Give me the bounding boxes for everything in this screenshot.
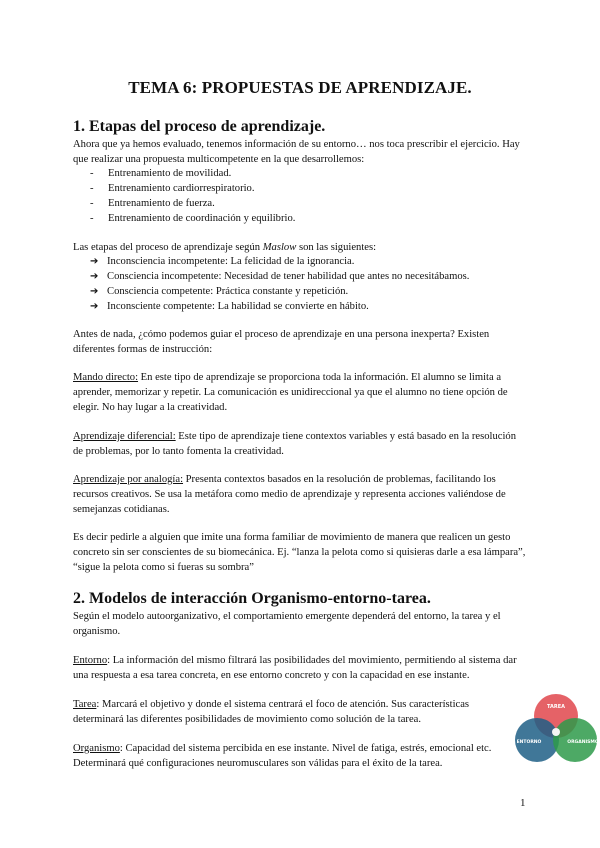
instruction-question: Antes de nada, ¿cómo podemos guiar el proceso de aprendizaje en una persona inexperta? Existen diferentes formas de instrucción:: [73, 329, 490, 355]
entorno-venn-label: ENTORNO: [516, 740, 542, 745]
list-item: ➔ Inconsciente competente: La habilidad se convierte en hábito.: [90, 301, 369, 312]
section-1-heading: 1. Etapas del proceso de aprendizaje.: [73, 118, 326, 135]
aprendizaje-diferencial-label: Aprendizaje diferencial:: [73, 431, 176, 442]
aprendizaje-analogia-paragraph: Aprendizaje por analogía: Presenta contextos basados en la resolución de problemas, facilitando los recursos creativos. Se usa la metáfora como medio de aprendizaje y representa acciones valiéndose de semejanzas cotidianas.: [73, 474, 506, 515]
maslow-name: Maslow: [262, 242, 297, 253]
list-item: ➔ Inconsciencia incompetente: La felicidad de la ignorancia.: [90, 256, 355, 267]
list-item: - Entrenamiento de movilidad.: [90, 168, 232, 179]
list-item: ➔ Consciencia incompetente: Necesidad de tener habilidad que antes no necesitábamos.: [90, 271, 470, 282]
tarea-label: Tarea: [73, 699, 97, 710]
arrow-right-icon: ➔: [90, 286, 99, 297]
ejemplo-paragraph: Es decir pedirle a alguien que imite una forma familiar de movimiento de manera que realicen un gesto concreto sin ser conscientes de su biomecánica. Ej. “lanza la pelota como si quisieras darle a esa lámpara”, “sigue la pelota como si fueras su sombra”: [73, 532, 526, 573]
tarea-label: TAREA: [546, 704, 566, 710]
arrow-right-icon: ➔: [90, 301, 99, 312]
list-item: - Entrenamiento de fuerza.: [90, 198, 215, 209]
maslow-intro: Las etapas del proceso de aprendizaje según Maslow son las siguientes:: [73, 242, 377, 253]
venn-diagram: [512, 692, 600, 772]
mando-directo-label: Mando directo:: [73, 372, 139, 383]
mando-directo-paragraph: Mando directo: En este tipo de aprendizaje se proporciona toda la información. El alumno se limita a aprender, memorizar y repetir. La comunicación es unidireccional ya que el alumno no tiene opción de elegir. No hay lugar a la creatividad.: [73, 372, 508, 413]
list-item: - Entrenamiento cardiorrespiratorio.: [90, 183, 255, 194]
section-1-intro: Ahora que ya hemos evaluado, tenemos información de su entorno… nos toca prescribir el ejercicio. Hay que realizar una propuesta multicompetente en la que desarrollemos:: [73, 139, 520, 165]
organismo-venn-label: ORGANISMO: [567, 740, 599, 745]
aprendizaje-diferencial-paragraph: Aprendizaje diferencial: Este tipo de aprendizaje tiene contextos variables y está basado en la resolución de problemas, por lo tanto fomenta la creatividad.: [73, 431, 517, 457]
arrow-right-icon: ➔: [90, 256, 99, 267]
venn-center-dot: [552, 728, 560, 736]
tarea-paragraph: Tarea: Marcará el objetivo y donde el sistema centrará el foco de atención. Sus características determinará las diferentes posibilidades de movimiento como solución de la tarea.: [73, 699, 470, 725]
section-2-heading: 2. Modelos de interacción Organismo-entorno-tarea.: [73, 590, 431, 607]
training-list: [90, 166, 295, 226]
organismo-paragraph: Organismo: Capacidad del sistema percibida en ese instante. Nivel de fatiga, estrés, emocional etc. Determinará qué configuraciones neuromusculares son válidas para el éxito de la tarea.: [73, 743, 492, 769]
page-title: TEMA 6: PROPUESTAS DE APRENDIZAJE.: [128, 78, 472, 97]
list-item: ➔ Consciencia competente: Práctica constante y repetición.: [90, 286, 349, 297]
page-number: 1: [520, 797, 526, 809]
maslow-stages-list: [90, 254, 469, 314]
entorno-label: Entorno: [73, 655, 108, 666]
aprendizaje-analogia-label: Aprendizaje por analogía:: [73, 474, 184, 485]
list-item: - Entrenamiento de coordinación y equilibrio.: [90, 213, 296, 224]
arrow-right-icon: ➔: [90, 271, 99, 282]
entorno-paragraph: Entorno: La información del mismo filtrará las posibilidades del movimiento, permitiendo al sistema dar una respuesta a esa tarea concreta, en ese entorno concreto y con la capacidad en ese instante.: [73, 655, 517, 681]
organismo-label: Organismo: [73, 743, 120, 754]
section-2-intro: Según el modelo autoorganizativo, el comportamiento emergente dependerá del entorno, la tarea y el organismo.: [73, 611, 501, 637]
